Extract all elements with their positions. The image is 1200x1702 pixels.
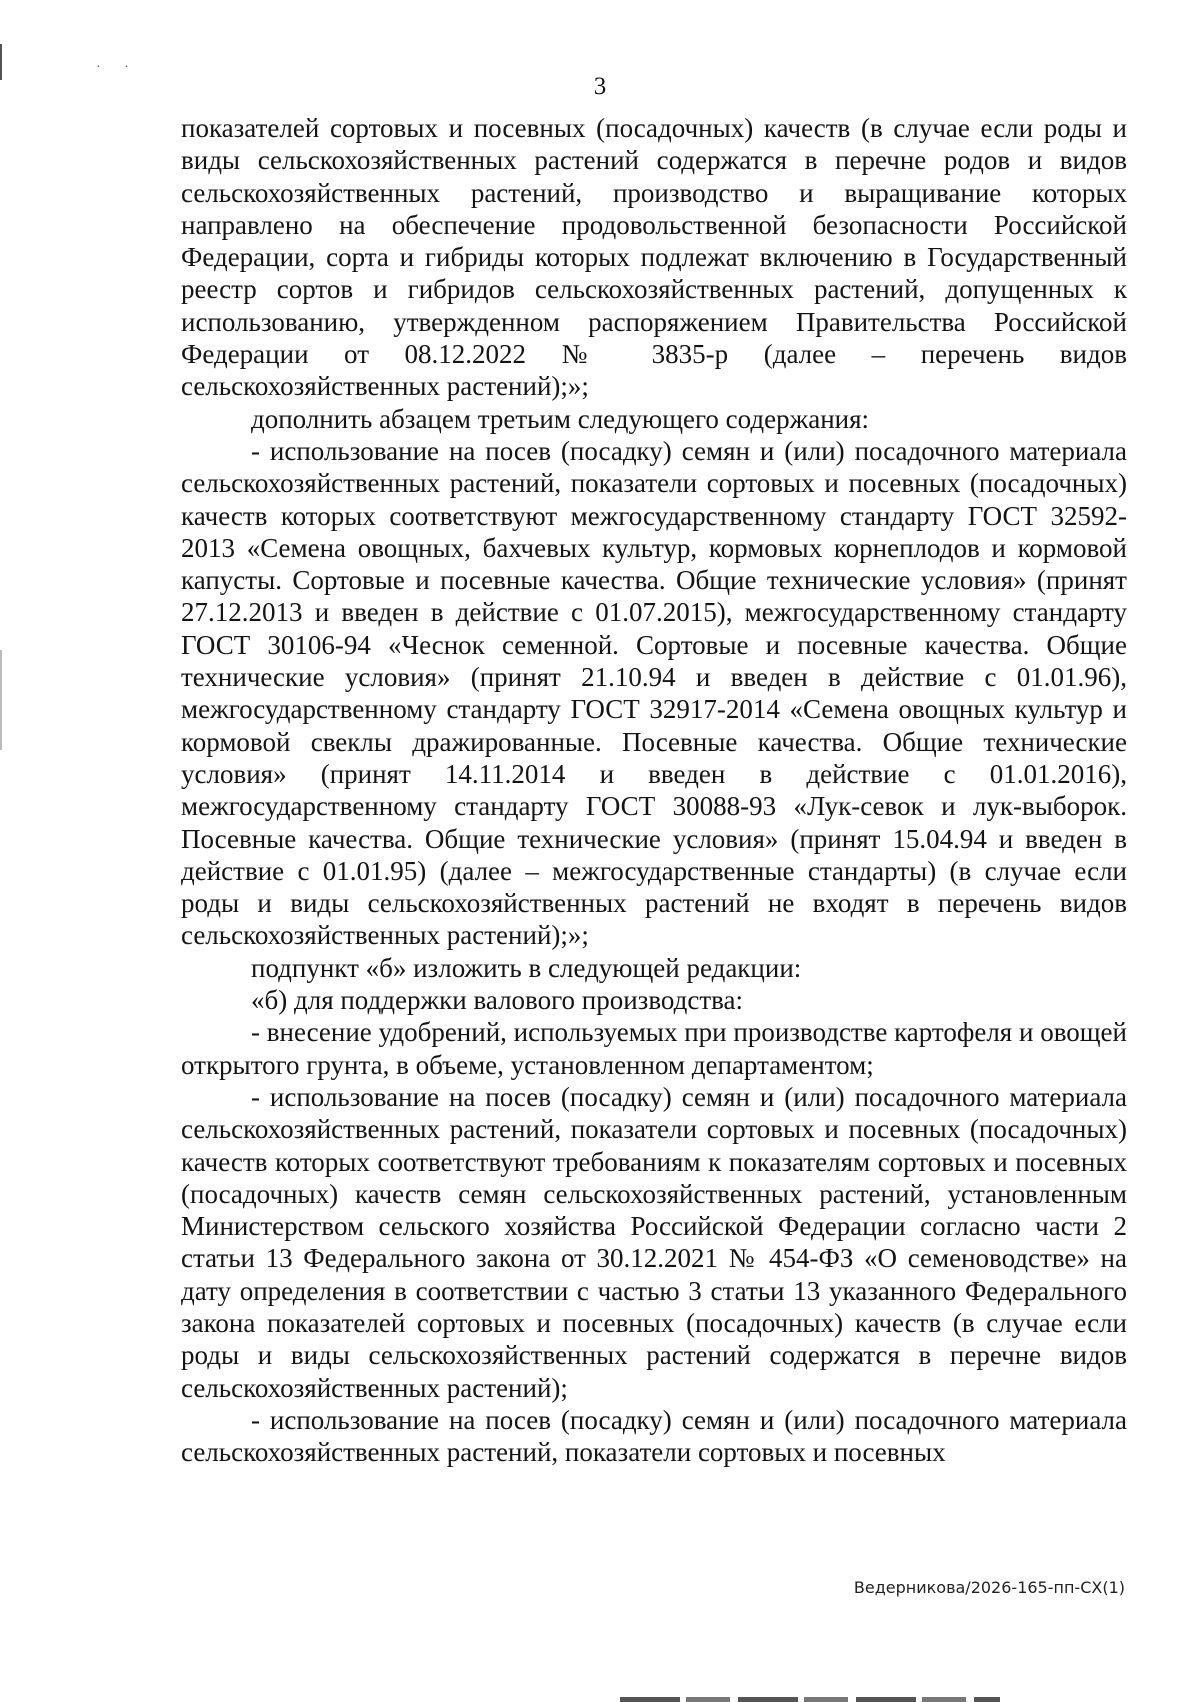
document-reference-code: Ведерникова/2026-165-пп-СХ(1) bbox=[853, 1578, 1125, 1597]
scan-edge-mark bbox=[0, 650, 2, 750]
paragraph-subclause-b-heading: «б) для поддержки валового производства: bbox=[251, 985, 744, 1016]
paragraph-seed-usage-continued: - использование на посев (посадку) семян и (или) посадочного материала сельскохозяйственных растений, показатели сортовых и посевных bbox=[181, 1404, 1127, 1468]
scan-speck-marks: · · bbox=[96, 60, 139, 75]
paragraph-add-clause: дополнить абзацем третьим следующего содержания: bbox=[251, 403, 870, 434]
paragraph-subclause-b-intro: подпункт «б» изложить в следующей редакции: bbox=[251, 952, 802, 983]
paragraph-seed-requirements: - использование на посев (посадку) семян и (или) посадочного материала сельскохозяйственных растений, показатели сортовых и посевных (посадочных) качеств которых соответствуют требованиям к показателям сортовых и посевных (посадочных) качеств семян сельскохозяйственных растений, установленным Министерством сельского хозяйства Российской Федерации согласно части 2 статьи 13 Федерального закона от 30.12.2021 № 454-ФЗ «О семеноводстве» на дату определения в соответствии с частью 3 статьи 13 указанного Федерального закона показателей сортовых и посевных (посадочных) качеств (в случае если роды и виды сельскохозяйственных растений содержатся в перечне видов сельскохозяйственных растений); bbox=[181, 1081, 1127, 1403]
paragraph-gost-standards: - использование на посев (посадку) семян и (или) посадочного материала сельскохозяйственных растений, показатели сортовых и посевных (посадочных) качеств которых соответствуют межгосударственному стандарту ГОСТ 32592-2013 «Семена овощных, бахчевых культур, кормовых корнеплодов и кормовой капусты. Сортовые и посевные качества. Общие технические условия» (принят 27.12.2013 и введен в действие с 01.07.2015), межгосударственному стандарту ГОСТ 30106-94 «Чеснок семенной. Сортовые и посевные качества. Общие технические условия» (принят 21.10.94 и введен в действие с 01.01.96), межгосударственному стандарту ГОСТ 32917-2014 «Семена овощных культур и кормовой свеклы дражированные. Посевные качества. Общие технические условия» (принят 14.11.2014 и введен в действие с 01.01.2016), межгосударственному стандарту ГОСТ 30088-93 «Лук-севок и лук-выборок. Посевные качества. Общие технические условия» (принят 15.04.94 и введен в действие с 01.01.95) (далее – межгосударственные стандарты) (в случае если роды и виды сельскохозяйственных растений не входят в перечень видов сельскохозяйственных растений);»; bbox=[181, 435, 1127, 951]
scan-bottom-mark bbox=[620, 1697, 1000, 1702]
document-body bbox=[181, 112, 1127, 1468]
paragraph-continuation: показателей сортовых и посевных (посадочных) качеств (в случае если роды и виды сельскохозяйственных растений содержатся в перечне родов и видов сельскохозяйственных растений, производство и выращивание которых направлено на обеспечение продовольственной безопасности Российской Федерации, сорта и гибриды которых подлежат включению в Государственный реестр сортов и гибридов сельскохозяйственных растений, допущенных к использованию, утвержденном распоряжением Правительства Российской Федерации от 08.12.2022 № 3835-р (далее – перечень видов сельскохозяйственных растений);»; bbox=[181, 113, 1127, 402]
page-number: 3 bbox=[593, 73, 607, 100]
paragraph-fertilizers: - внесение удобрений, используемых при производстве картофеля и овощей открытого грунта, в объеме, установленном департаментом; bbox=[181, 1017, 1127, 1080]
